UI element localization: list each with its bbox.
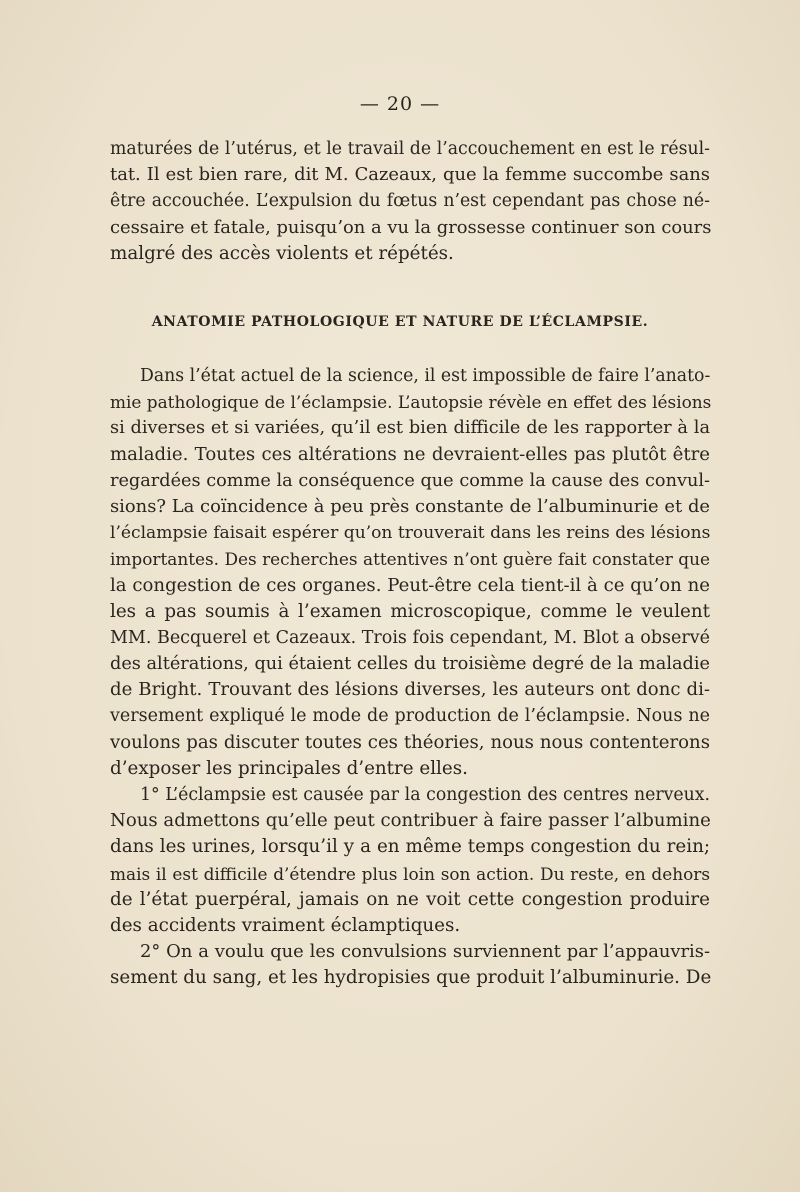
text-line: MM. Becquerel et Cazeaux. Trois fois cependant, M. Blot a observé: [110, 627, 710, 648]
text-line: des accidents vraiment éclamptiques.: [110, 914, 461, 936]
text-line: la congestion de ces organes. Peut-être cela tient-il à ce qu’on ne: [110, 574, 710, 596]
text-line: maturées de l’utérus, et le travail de l’accouchement en est le résul-: [110, 139, 710, 159]
text-line: Nous admettons qu’elle peut contribuer à faire passer l’albumine: [110, 810, 711, 832]
text-line: dans les urines, lorsqu’il y a en même temps congestion du rein;: [110, 836, 710, 858]
text-line: de l’état puerpéral, jamais on ne voit cette congestion produire: [110, 888, 710, 910]
text-line: des altérations, qui étaient celles du troisième degré de la maladie: [110, 654, 710, 675]
text-line: regardées comme la conséquence que comme la cause des convul-: [110, 470, 710, 491]
section-heading: ANATOMIE PATHOLOGIQUE ET NATURE DE L’ÉCLAMPSIE.: [151, 314, 649, 330]
text-line: cessaire et fatale, puisqu’on a vu la grossesse continuer son cours: [110, 216, 712, 238]
text-line: mais il est difficile d’étendre plus loin son action. Du reste, en dehors: [110, 863, 710, 884]
text-line: voulons pas discuter toutes ces théories, nous nous contenterons: [110, 731, 710, 753]
text-line: importantes. Des recherches attentives n’ont guère fait constater que: [110, 549, 710, 570]
text-line: sement du sang, et les hydropisies que produit l’albuminurie. De: [110, 967, 712, 989]
text-line: l’éclampsie faisait espérer qu’on trouverait dans les reins des lésions: [110, 523, 711, 544]
text-line: tat. Il est bien rare, dit M. Cazeaux, que la femme succombe sans: [110, 164, 710, 186]
text-line: sions? La coïncidence à peu près constante de l’albuminurie et de: [110, 495, 710, 517]
text-line: de Bright. Trouvant des lésions diverses, les auteurs ont donc di-: [110, 679, 710, 701]
text-line: les a pas soumis à l’examen microscopique, comme le veulent: [110, 600, 710, 622]
page-number: — 20 —: [359, 93, 441, 115]
text-line: 2° On a voulu que les convulsions surviennent par l’appauvris-: [140, 941, 710, 963]
text-line: malgré des accès violents et répétés.: [110, 242, 454, 264]
text-line: 1° L’éclampsie est causée par la congestion des centres nerveux.: [140, 785, 710, 805]
intro-paragraph: [110, 136, 710, 267]
text-line: être accouchée. L’expulsion du fœtus n’est cependant pas chose né-: [110, 191, 710, 212]
text-line: versement expliqué le mode de production de l’éclampsie. Nous ne: [110, 706, 710, 727]
text-line: mie pathologique de l’éclampsie. L’autopsie révèle en effet des lésions: [110, 392, 712, 413]
text-line: Dans l’état actuel de la science, il est impossible de faire l’anato-: [140, 366, 711, 386]
text-line: d’exposer les principales d’entre elles.: [110, 757, 468, 779]
text-line: maladie. Toutes ces altérations ne devraient-elles pas plutôt être: [110, 443, 710, 465]
text-line: si diverses et si variées, qu’il est bien difficile de les rapporter à la: [110, 418, 710, 439]
main-paragraphs: [110, 363, 710, 992]
